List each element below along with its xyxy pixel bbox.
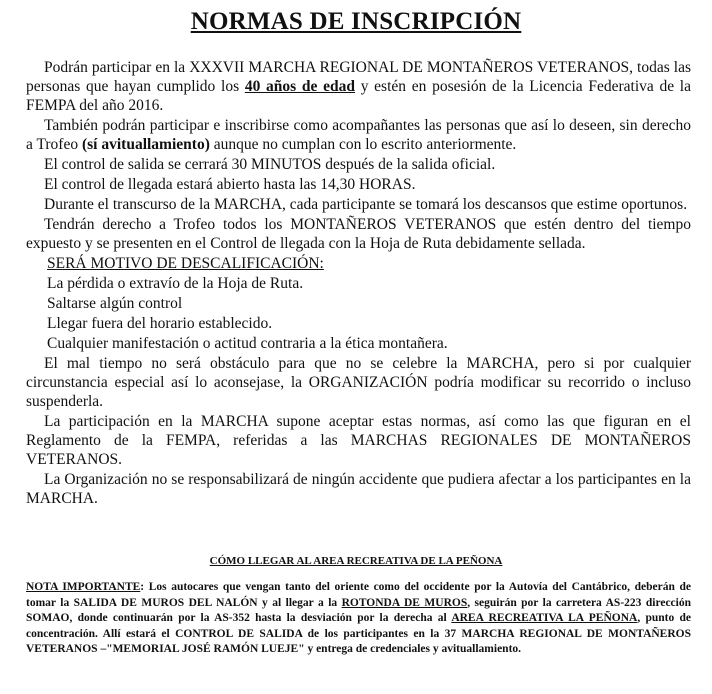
rule-paragraph-finish-control: El control de llegada estará abierto hasta las 14,30 HORAS. (44, 176, 416, 193)
rule-paragraph-start-control: El control de salida se cerrará 30 MINUTOS después de la salida oficial. (44, 156, 496, 173)
list-item: La pérdida o extravío de la Hoja de Ruta. (47, 275, 304, 292)
text-span: aunque no cumplan con lo escrito anteriormente. (209, 136, 517, 153)
avituallamiento-note: (sí avituallamiento) (81, 136, 210, 153)
area-name: AREA RECREATIVA LA PEÑONA (451, 612, 638, 624)
text-span: y estén en posesión de la Licencia Federativa de la FEMPA del año 2016. (26, 78, 691, 114)
important-note (26, 580, 691, 658)
list-item: Llegar fuera del horario establecido. (47, 315, 273, 332)
text-span: , punto de concentración. Allí estará el CONTROL DE SALIDA de los participantes en la 37 MARCHA REGIONAL DE MONTAÑEROS VETERANOS –"MEMORIAL JOSÉ RAMÓN LUEJE" y entrega de credenciales y avituallamiento. (26, 612, 691, 655)
directions-heading: CÓMO LLEGAR AL AREA RECREATIVA DE LA PEÑONA (209, 555, 503, 567)
rule-paragraph-weather: El mal tiempo no será obstáculo para que no se celebre la MARCHA, pero si por cualquier circunstancia especial así lo aconsejase, la ORGANIZACIÓN podría modificar su recorrido o incluso suspenderla. (26, 355, 691, 410)
list-item: Cualquier manifestación o actitud contraria a la ética montañera. (47, 335, 448, 352)
rule-paragraph-breaks: Durante el transcurso de la MARCHA, cada participante se tomará los descansos que estime oportunos. (44, 196, 688, 213)
rule-paragraph-companions (26, 116, 691, 154)
text-span: , seguirán por la carretera AS-223 dirección SOMAO, donde continuarán por la AS-352 hasta la desviación por la derecha al (26, 596, 691, 624)
text-span: Podrán participar en la XXXVII MARCHA REGIONAL DE MONTAÑEROS VETERANOS, todas las personas que hayan cumplido los (26, 59, 691, 95)
age-requirement: 40 años de edad (244, 78, 355, 95)
disqualification-heading: SERÁ MOTIVO DE DESCALIFICACIÓN: (47, 255, 324, 272)
note-label: NOTA IMPORTANTE (26, 581, 141, 593)
roundabout-name: ROTONDA DE MUROS (341, 596, 468, 609)
rule-paragraph-acceptance: La participación en la MARCHA supone aceptar estas normas, así como las que figuran en el Reglamento de la FEMPA, referidas a las MARCHAS REGIONALES DE MONTAÑEROS VETERANOS. (26, 413, 691, 468)
rule-paragraph-trophy: Tendrán derecho a Trofeo todos los MONTAÑEROS VETERANOS que estén dentro del tiempo expuesto y se presenten en el Control de llegada con la Hoja de Ruta debidamente sellada. (26, 216, 691, 252)
list-item: Saltarse algún control (47, 295, 183, 312)
text-span: También podrán participar e inscribirse como acompañantes las personas que así lo deseen, sin derecho a Trofeo (26, 117, 691, 153)
rule-paragraph-eligibility (26, 58, 691, 115)
rules-body (26, 58, 691, 509)
page-title: NORMAS DE INSCRIPCIÓN (190, 8, 522, 35)
text-span: : Los autocares que vengan tanto del oriente como del occidente por la Autovía del Cantábrico, deberán de tomar la SALIDA DE MUROS DEL NALÓN y al llegar a la (26, 581, 691, 609)
rule-paragraph-liability: La Organización no se responsabilizará de ningún accidente que pudiera afectar a los participantes en la MARCHA. (26, 471, 691, 507)
